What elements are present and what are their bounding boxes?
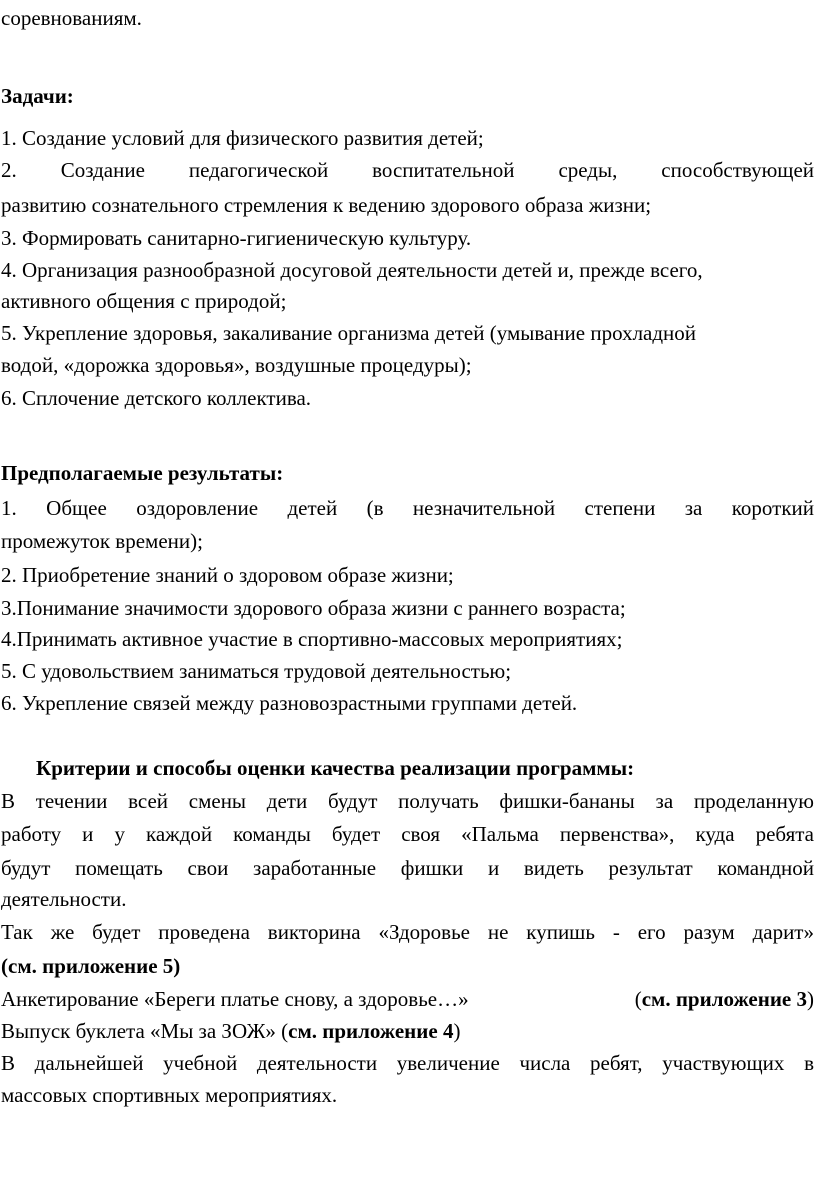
result-line: 4.Принимать активное участие в спортивно-массовых мероприятиях; <box>1 627 623 651</box>
task-line: 1. Создание условий для физического развития детей; <box>1 126 484 150</box>
task-line: 6. Сплочение детского коллектива. <box>1 386 312 410</box>
results-heading: Предполагаемые результаты: <box>1 461 284 485</box>
survey-text: Анкетирование «Береги платье снову, а здоровье…» <box>1 987 469 1011</box>
survey-ref-open: ( <box>634 987 642 1011</box>
task-line: водой, «дорожка здоровья», воздушные процедуры); <box>1 353 472 377</box>
quiz-reference: (см. приложение 5) <box>1 954 181 978</box>
result-line: 3.Понимание значимости здорового образа жизни с раннего возраста; <box>1 596 626 620</box>
booklet-line <box>1 1019 814 1043</box>
quiz-line: Так же будет проведена викторина «Здоровье не купишь - его разум дарит» <box>1 920 814 944</box>
survey-ref-close: ) <box>807 987 814 1011</box>
result-line: 5. С удовольствием заниматься трудовой деятельностью; <box>1 659 512 683</box>
booklet-close: ) <box>453 1019 461 1043</box>
criteria-heading: Критерии и способы оценки качества реализации программы: <box>36 756 635 780</box>
result-line: 2. Приобретение знаний о здоровом образе жизни; <box>1 563 454 587</box>
result-line: 6. Укрепление связей между разновозрастными группами детей. <box>1 691 578 715</box>
criteria-paragraph-line: В течении всей смены дети будут получать фишки-бананы за проделанную <box>1 789 814 813</box>
criteria-paragraph-line: будут помещать свои заработанные фишки и видеть результат командной <box>1 856 814 880</box>
criteria-paragraph-line: работу и у каждой команды будет своя «Пальма первенства», куда ребята <box>1 822 814 846</box>
task-line: активного общения с природой; <box>1 289 287 313</box>
criteria-paragraph-line: деятельности. <box>1 887 127 911</box>
task-line: 3. Формировать санитарно-гигиеническую культуру. <box>1 226 472 250</box>
task-line: 2. Создание педагогической воспитательной среды, способствующей <box>1 158 814 182</box>
final-line: массовых спортивных мероприятиях. <box>1 1083 338 1107</box>
tasks-heading: Задачи: <box>1 84 74 108</box>
survey-ref-text: см. приложение 3 <box>641 987 807 1011</box>
final-line: В дальнейшей учебной деятельности увеличение числа ребят, участвующих в <box>1 1051 814 1075</box>
booklet-reference: см. приложение 4 <box>288 1019 454 1043</box>
result-line: промежуток времени); <box>1 529 203 553</box>
survey-reference <box>635 987 814 1011</box>
booklet-text: Выпуск буклета «Мы за ЗОЖ» ( <box>1 1019 289 1043</box>
result-line: 1. Общее оздоровление детей (в незначительной степени за короткий <box>1 496 814 520</box>
task-line: развитию сознательного стремления к ведению здорового образа жизни; <box>1 193 652 217</box>
intro-tail-text: соревнованиям. <box>1 6 142 30</box>
survey-line <box>1 987 814 1011</box>
task-line: 4. Организация разнообразной досуговой деятельности детей и, прежде всего, <box>1 258 703 282</box>
task-line: 5. Укрепление здоровья, закаливание организма детей (умывание прохладной <box>1 321 697 345</box>
